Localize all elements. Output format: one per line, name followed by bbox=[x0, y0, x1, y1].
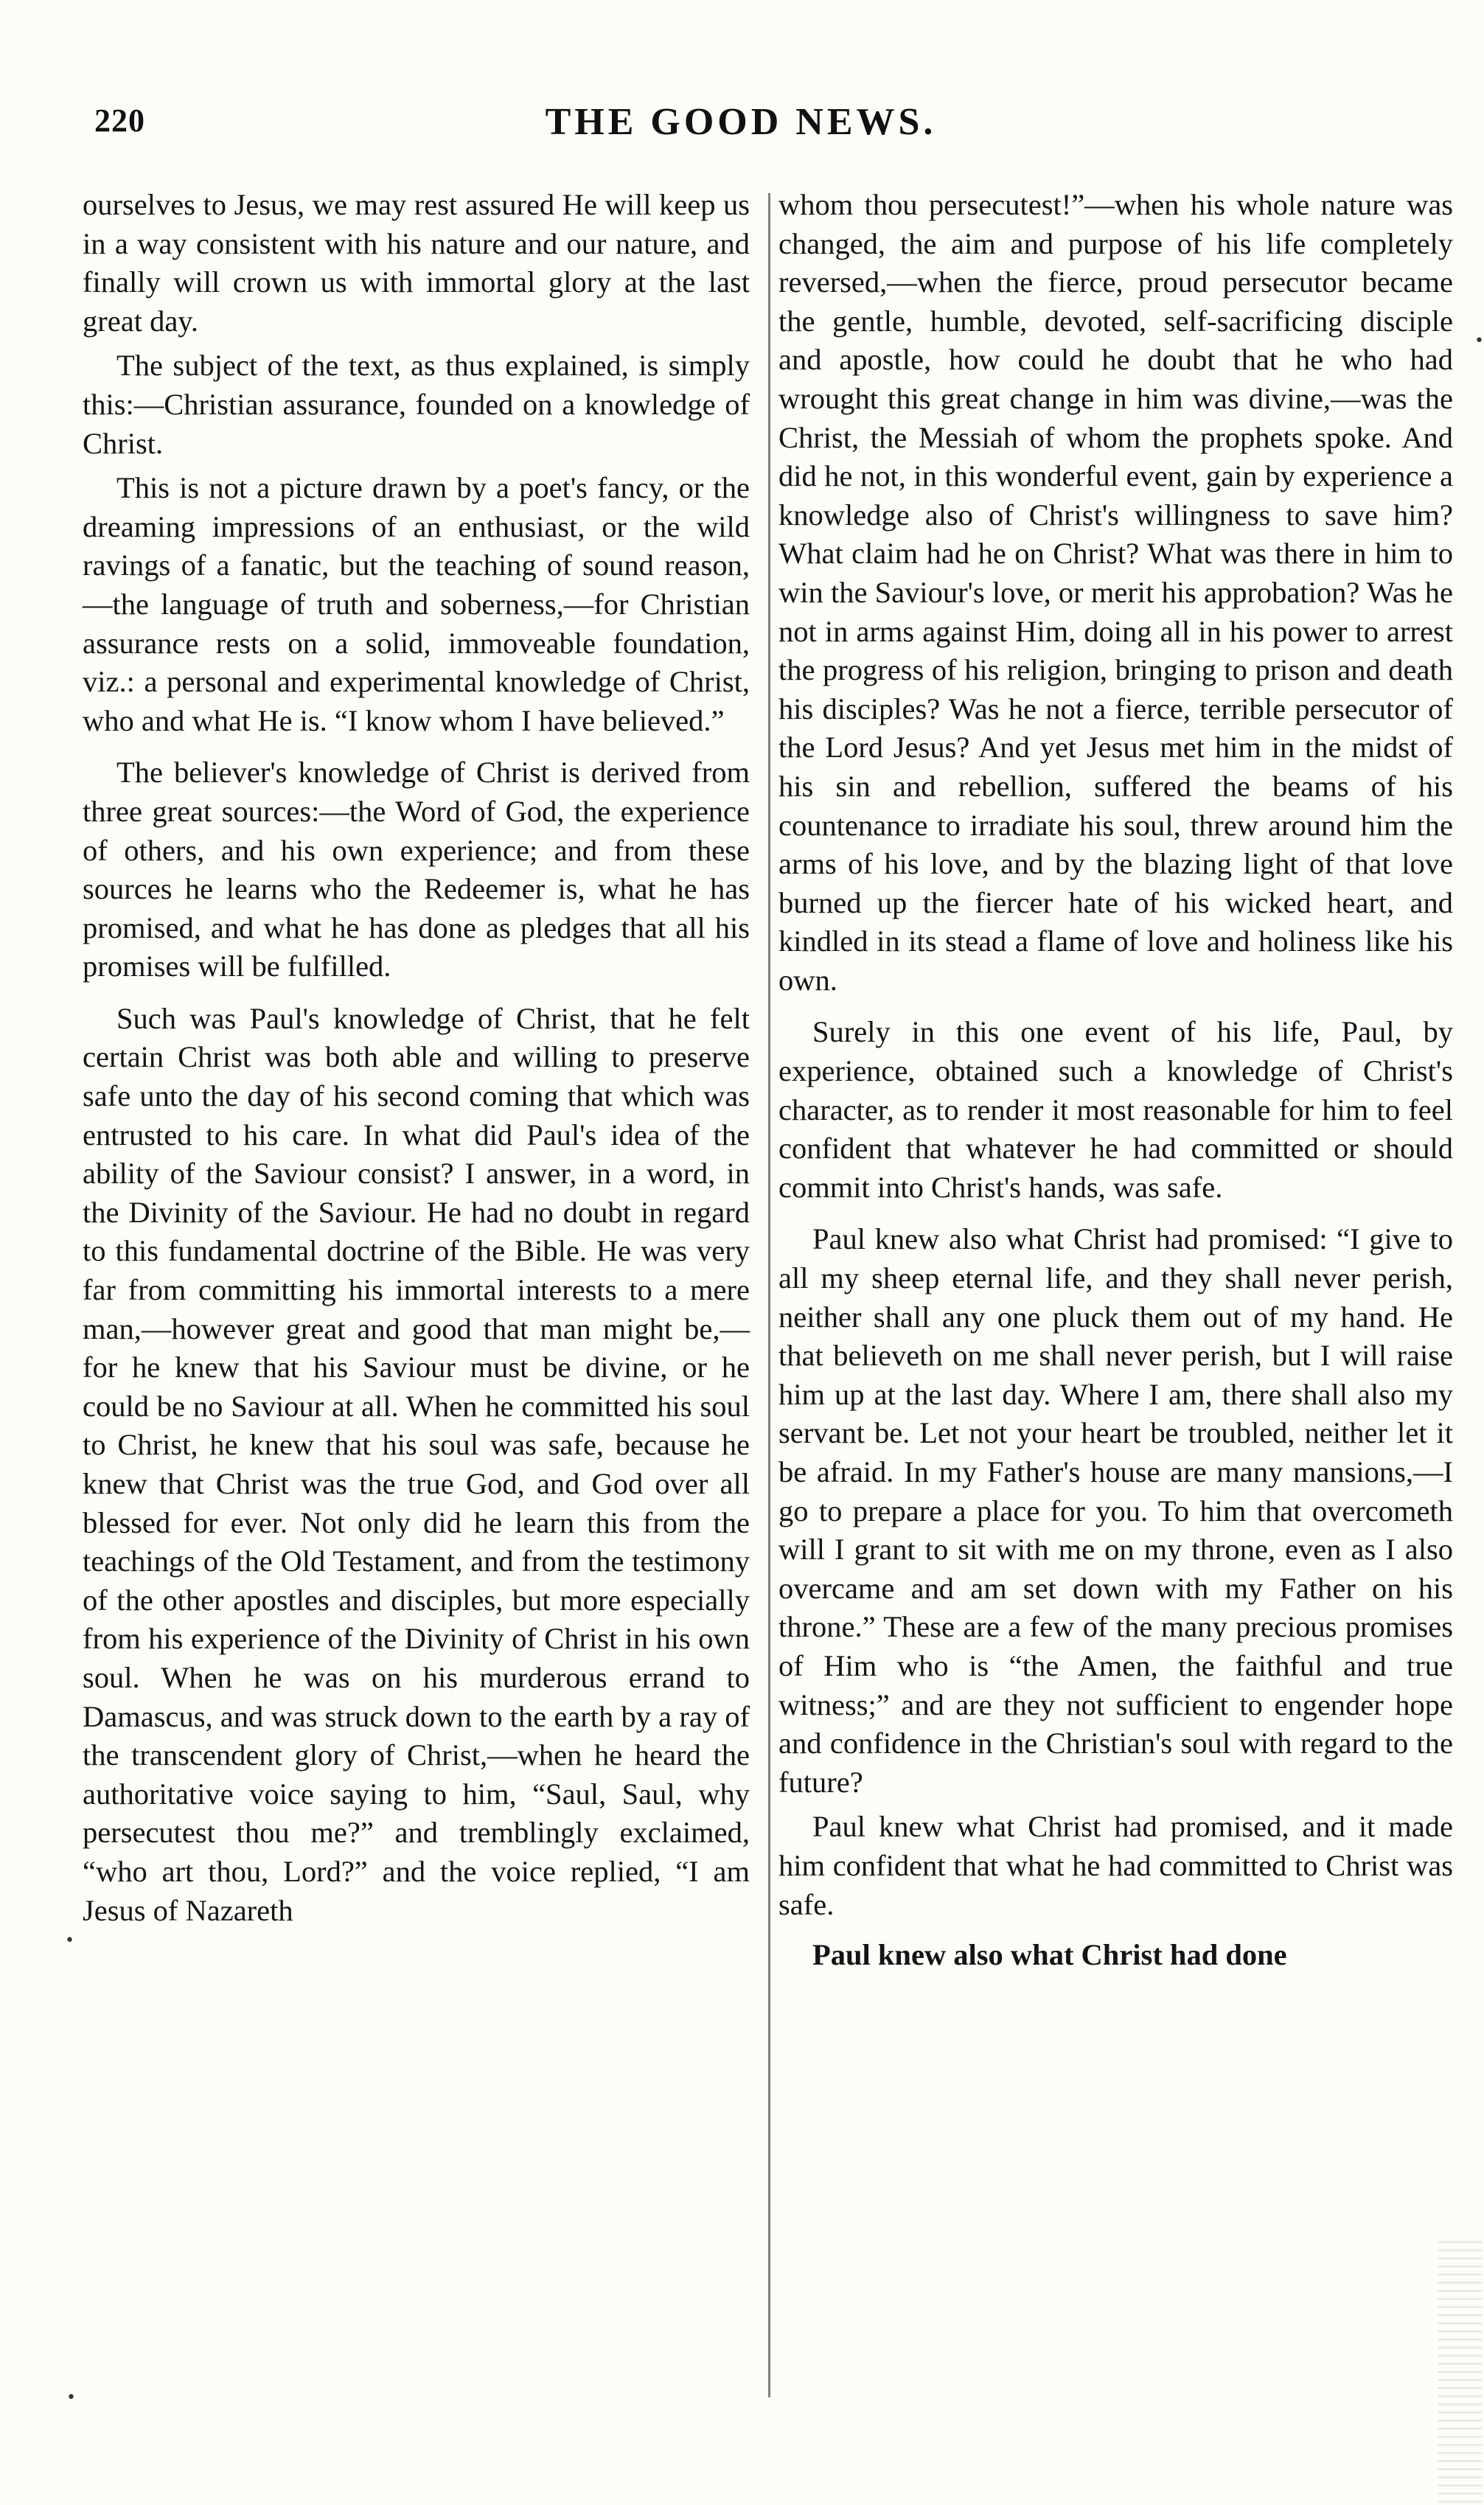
print-speck: • bbox=[1474, 332, 1484, 350]
page-edge-speckle bbox=[1438, 2241, 1482, 2505]
paragraph: Paul knew what Christ had promised, and it made him confident that what he had committed to Christ was safe. bbox=[778, 1810, 1453, 1921]
paragraph: Paul knew also what Christ had done bbox=[812, 1938, 1287, 1972]
print-speck: • bbox=[65, 1931, 74, 1950]
paragraph: Surely in this one event of his life, Paul, by experience, obtained such a knowledge of Christ's character, as to render it most reasonable for him to feel confident that whatever he had committed or should commit into Christ's hands, was safe. bbox=[778, 1015, 1453, 1204]
paragraph: ourselves to Jesus, we may rest assured He will keep us in a way consistent with his nature and our nature, and finally will crown us with immortal glory at the last great day. bbox=[83, 188, 750, 338]
running-title: THE GOOD NEWS. bbox=[545, 101, 937, 143]
page-number: 220 bbox=[94, 102, 145, 139]
paragraph: This is not a picture drawn by a poet's fancy, or the dreaming impressions of an enthusiast, or the wild ravings of a fanatic, but the teaching of sound reason,—the language of truth and soberness,—for Christian assurance rests on a solid, immoveable foundation, viz.: a personal and experimental knowledge of Christ, who and what He is. “I know whom I have believed.” bbox=[83, 471, 750, 737]
paragraph: Paul knew also what Christ had promised: “I give to all my sheep eternal life, and they shall never perish, neither shall any one pluck them out of my hand. He that believeth on me shall never perish, but I will raise him up at the last day. Where I am, there shall also my servant be. Let not your heart be troubled, neither let it be afraid. In my Father's house are many mansions,—I go to prepare a place for you. To him that overcometh will I grant to sit with me on my throne, even as I also overcame and am set down with my Father on his throne.” These are a few of the many precious promises of Him who is “the Amen, the faithful and true witness;” and are they not sufficient to engender hope and confidence in the Christian's soul with regard to the future? bbox=[778, 1222, 1453, 1799]
paragraph: The subject of the text, as thus explained, is simply this:—Christian assurance, founded on a knowledge of Christ. bbox=[83, 349, 750, 460]
print-speck: • bbox=[66, 2389, 76, 2407]
left-column bbox=[83, 186, 750, 1936]
paragraph: The believer's knowledge of Christ is derived from three great sources:—the Word of God, the experience of others, and his own experience; and from these sources he learns who the Redeemer is, what he has promised, and what he has done as pledges that all his promises will be fulfilled. bbox=[83, 756, 750, 983]
right-column bbox=[778, 186, 1453, 1981]
paragraph: Such was Paul's knowledge of Christ, that he felt certain Christ was both able and willing to preserve safe unto the day of his second coming that which was entrusted to his care. In what did Paul's idea of the ability of the Saviour consist? I answer, in a word, in the Divinity of the Saviour. He had no doubt in regard to this fundamental doctrine of the Bible. He was very far from committing his immortal interests to a mere man,—however great and good that man might be,—for he knew that his Saviour must be divine, or he could be no Saviour at all. When he committed his soul to Christ, he knew that his soul was safe, because he knew that Christ was the true God, and God over all blessed for ever. Not only did he learn this from the teachings of the Old Testament, and from the testimony of the other apostles and disciples, but more especially from his experience of the Divinity of Christ in his own soul. When he was on his murderous errand to Damascus, and was struck down to the earth by a ray of the transcendent glory of Christ,—when he heard the authoritative voice saying to him, “Saul, Saul, why persecutest thou me?” and tremblingly exclaimed, “who art thou, Lord?” and the voice replied, “I am Jesus of Nazareth bbox=[83, 1001, 750, 1927]
column-divider bbox=[768, 193, 770, 2397]
paragraph: whom thou persecutest!”—when his whole nature was changed, the aim and purpose of his life completely reversed,—when the fierce, proud persecutor became the gentle, humble, devoted, self-sacrificing disciple and apostle, how could he doubt that he who had wrought this great change in him was divine,—was the Christ, the Messiah of whom the prophets spoke. And did he not, in this wonderful event, gain by experience a knowledge also of Christ's willingness to save him? What claim had he on Christ? What was there in him to win the Saviour's love, or merit his approbation? Was he not in arms against Him, doing all in his power to arrest the progress of his religion, bringing to prison and death his disciples? Was he not a fierce, terrible persecutor of the Lord Jesus? And yet Jesus met him in the midst of his sin and rebellion, suffered the beams of his countenance to irradiate his soul, threw around him the arms of his love, and by the blazing light of that love burned up the fiercer hate of his wicked heart, and kindled in its stead a flame of love and holiness like his own. bbox=[778, 188, 1453, 997]
